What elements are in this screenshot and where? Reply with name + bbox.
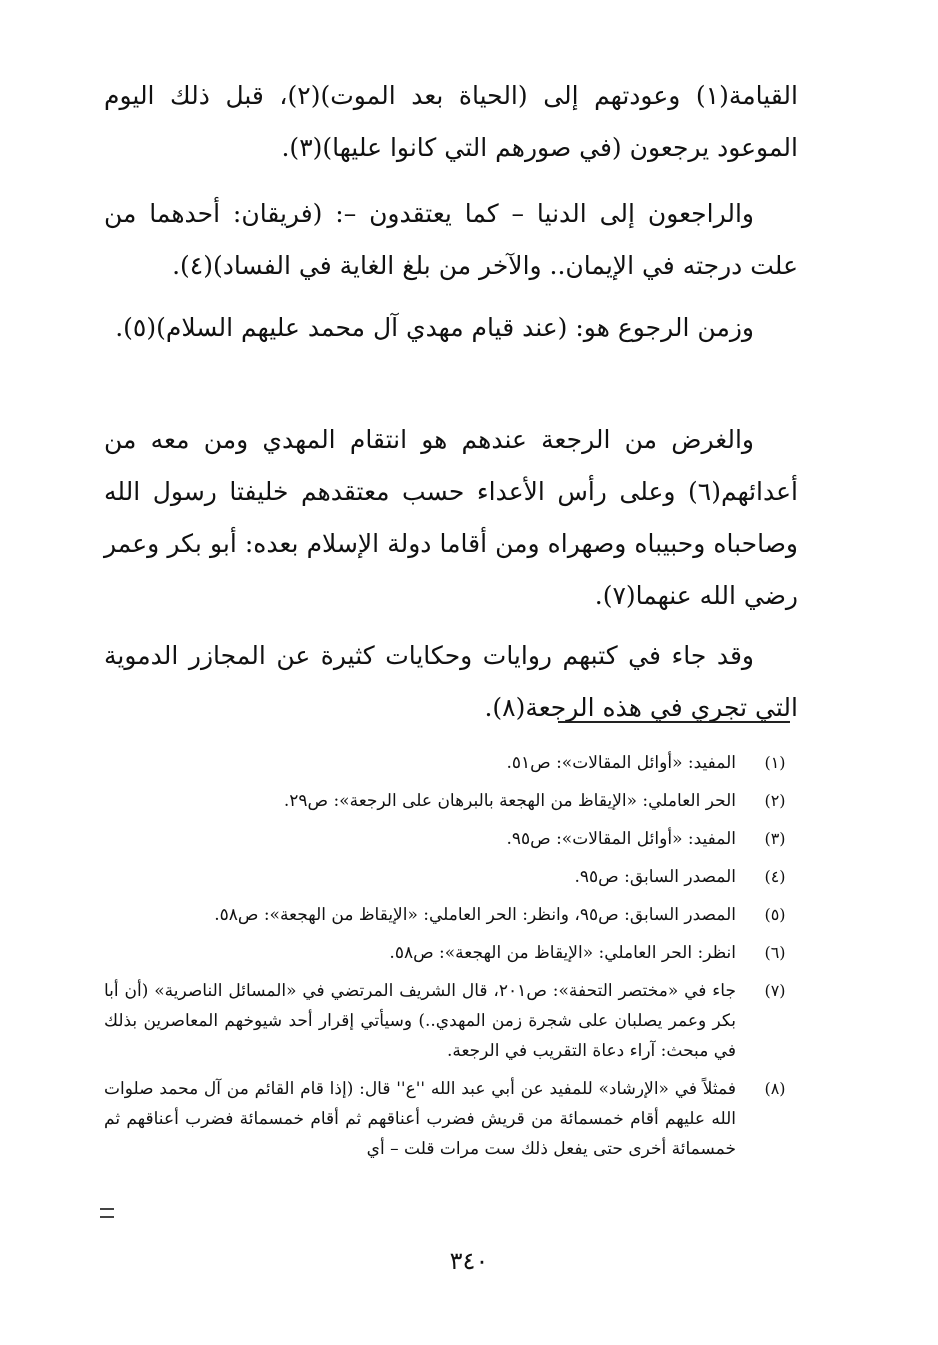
main-text-5 [104, 630, 798, 734]
footnote-text: المصدر السابق: ص٩٥، وانظر: الحر العاملي: «الإيقاظ من الهجعة»: ص٥٨. [214, 905, 736, 925]
footnote-text: فمثلاً في «الإرشاد» للمفيد عن أبي عبد الله ''ع'' قال: (إذا قام القائم من آل محمد صلوات الله عليهم أقام خمسمائة من قريش فضرب أعناقهم ثم أقام خمسمائة فضرب أعناقهم ثم خمسمائة أخرى حتى يفعل ذلك ست مرات قلت – أي [104, 1079, 736, 1159]
main-text-4 [104, 414, 798, 622]
footnote-number: (٣) [764, 829, 786, 848]
main-text-2 [104, 188, 798, 292]
paragraph-4: والغرض من الرجعة عندهم هو انتقام المهدي ومن معه من أعدائهم(٦) وعلى رأس الأعداء حسب معتقدهم خليفتا رسول الله وصاحباه وحبيباه وصهراه ومن أقاما دولة الإسلام بعده: أبو بكر وعمر رضي الله عنهما(٧). [104, 425, 798, 610]
footnote-text: المفيد: «أوائل المقالات»: ص٥١. [506, 753, 736, 773]
footnote-6 [104, 938, 798, 968]
footnote-number: (٦) [764, 943, 786, 962]
footnote-number: (٧) [764, 981, 786, 1000]
footnotes [104, 748, 798, 1172]
footnote-number: (٤) [764, 867, 786, 886]
footnote-2 [104, 786, 798, 816]
footnote-5 [104, 900, 798, 930]
footnote-3 [104, 824, 798, 854]
footnote-number: (١) [764, 753, 786, 772]
continuation-mark [100, 1208, 114, 1218]
footnote-text: جاء في «مختصر التحفة»: ص٢٠١، قال الشريف المرتضي في «المسائل الناصرية» (أن أبا بكر وعمر يصلبان على شجرة زمن المهدي..) وسيأتي إقرار أحد شيوخهم المعاصرين بذلك في مبحث: آراء دعاة التقريب في الرجعة. [104, 981, 736, 1061]
paragraph-5: وقد جاء في كتبهم روايات وحكايات كثيرة عن المجازر الدموية التي تجري في هذه الرجعة(٨). [104, 641, 798, 722]
footnote-8 [104, 1074, 798, 1164]
main-text-3 [104, 302, 798, 354]
main-text [104, 70, 798, 174]
footnote-text: انظر: الحر العاملي: «الإيقاظ من الهجعة»: ص٥٨. [389, 943, 736, 963]
footnote-text: الحر العاملي: «الإيقاظ من الهجعة بالبرهان على الرجعة»: ص٢٩. [283, 791, 736, 811]
footnote-text: المصدر السابق: ص٩٥. [574, 867, 736, 887]
footnote-text: المفيد: «أوائل المقالات»: ص٩٥. [506, 829, 736, 849]
footnote-separator [558, 721, 790, 723]
paragraph-3: وزمن الرجوع هو: (عند قيام مهدي آل محمد عليهم السلام)(٥). [115, 313, 754, 342]
paragraph-1: القيامة(١) وعودتهم إلى (الحياة بعد الموت)(٢)، قبل ذلك اليوم الموعود يرجعون (في صورهم التي كانوا عليها)(٣). [104, 81, 798, 162]
footnote-number: (٨) [764, 1079, 786, 1098]
footnote-1 [104, 748, 798, 778]
page-number: ٣٤٠ [449, 1247, 489, 1275]
footnote-number: (٢) [764, 791, 786, 810]
paragraph-2: والراجعون إلى الدنيا – كما يعتقدون –: (فريقان: أحدهما من علت درجته في الإيمان.. والآخر من بلغ الغاية في الفساد)(٤). [104, 199, 798, 280]
footnote-4 [104, 862, 798, 892]
footnote-7 [104, 976, 798, 1066]
footnote-number: (٥) [764, 905, 786, 924]
